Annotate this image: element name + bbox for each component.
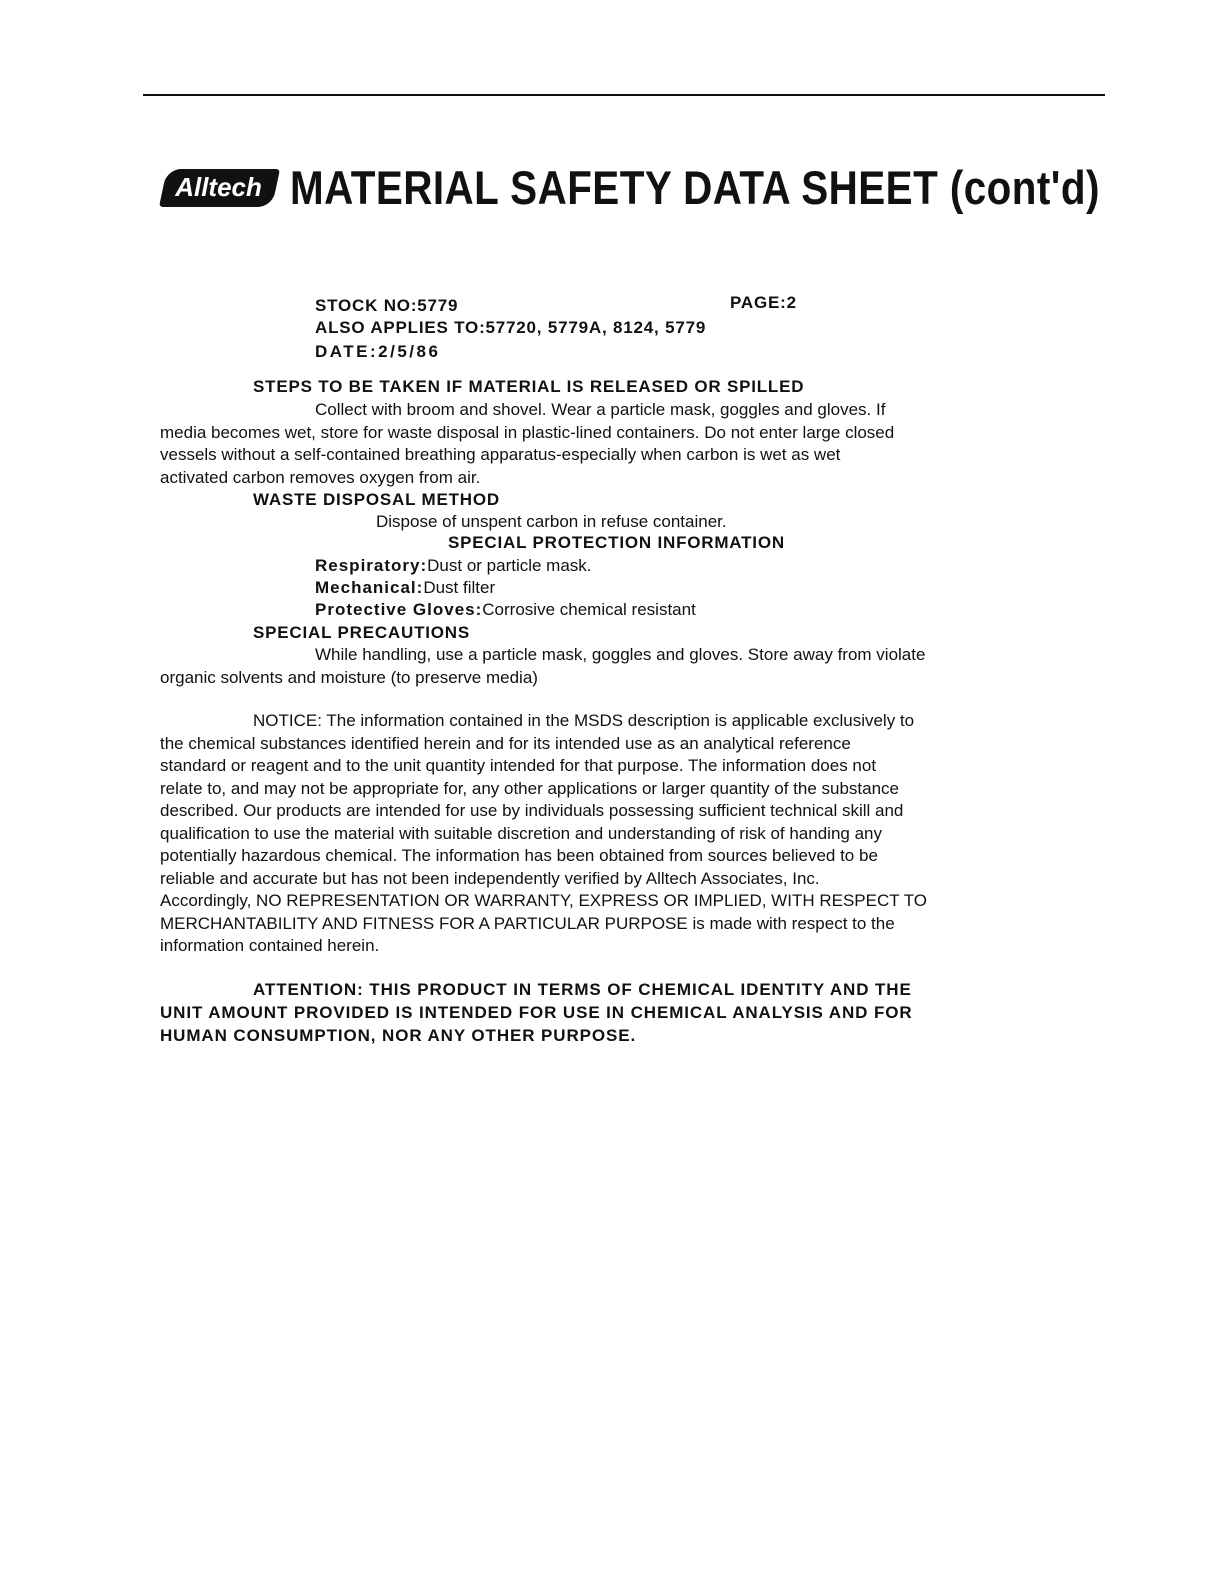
spill-heading: STEPS TO BE TAKEN IF MATERIAL IS RELEASED OR SPILLED — [253, 377, 805, 396]
precautions-line: While handling, use a particle mask, goggles and gloves. Store away from violate — [315, 645, 926, 664]
spill-line: vessels without a self-contained breathing apparatus-especially when carbon is wet as wet — [160, 445, 841, 464]
document-date: DATE:2/5/86 — [315, 342, 441, 361]
gloves-row — [315, 599, 696, 621]
notice-line: information contained herein. — [160, 936, 380, 955]
notice-line: MERCHANTABILITY AND FITNESS FOR A PARTICULAR PURPOSE is made with respect to the — [160, 913, 895, 933]
notice-line: standard or reagent and to the unit quantity intended for that purpose. The information does not — [160, 756, 877, 775]
attention-block — [160, 978, 1000, 1047]
mechanical-label: Mechanical: — [315, 578, 424, 597]
notice-line: relate to, and may not be appropriate for, any other applications or larger quantity of the substance — [160, 778, 900, 798]
respiratory-label: Respiratory: — [315, 556, 428, 575]
notice-line: qualification to use the material with suitable discretion and understanding of risk of handing any — [160, 823, 882, 843]
mechanical-row — [315, 577, 495, 599]
precautions-heading: SPECIAL PRECAUTIONS — [253, 623, 471, 642]
notice-line: the chemical substances identified herein and for its intended use as an analytical reference — [160, 733, 851, 753]
spill-line: media becomes wet, store for waste disposal in plastic-lined containers. Do not enter large closed — [160, 422, 895, 442]
notice-line: reliable and accurate but has not been independently verified by Alltech Associates, Inc. — [160, 868, 820, 888]
mechanical-value: Dust filter — [423, 578, 496, 597]
notice-line: Accordingly, NO REPRESENTATION OR WARRANTY, EXPRESS OR IMPLIED, WITH RESPECT TO — [160, 891, 928, 910]
alltech-logo — [159, 169, 280, 207]
notice-line: described. Our products are intended for use by individuals possessing sufficient technical skill and — [160, 801, 904, 820]
notice-line: NOTICE: The information contained in the MSDS description is applicable exclusively to — [253, 711, 915, 730]
attention-line: HUMAN CONSUMPTION, NOR ANY OTHER PURPOSE. — [160, 1026, 637, 1045]
document-header — [163, 160, 1224, 215]
spill-line: Collect with broom and shovel. Wear a particle mask, goggles and gloves. If — [315, 400, 886, 419]
precautions-text — [160, 644, 1000, 689]
attention-line: UNIT AMOUNT PROVIDED IS INTENDED FOR USE IN CHEMICAL ANALYSIS AND FOR — [160, 1003, 913, 1022]
spill-line: activated carbon removes oxygen from air. — [160, 467, 481, 487]
attention-line: ATTENTION: THIS PRODUCT IN TERMS OF CHEMICAL IDENTITY AND THE — [253, 980, 912, 999]
waste-text: Dispose of unspent carbon in refuse container. — [376, 512, 727, 531]
respiratory-row — [315, 555, 592, 577]
page-number: PAGE:2 — [730, 293, 797, 312]
gloves-label: Protective Gloves: — [315, 600, 483, 619]
page-title: MATERIAL SAFETY DATA SHEET (cont'd) — [289, 161, 1100, 214]
waste-heading: WASTE DISPOSAL METHOD — [253, 490, 500, 509]
top-rule — [143, 94, 1105, 96]
notice-block — [160, 710, 1000, 958]
notice-line: potentially hazardous chemical. The information has been obtained from sources believed to be — [160, 846, 878, 865]
stock-number: STOCK NO:5779 — [315, 296, 459, 315]
logo-text: Alltech — [175, 171, 262, 202]
gloves-value: Corrosive chemical resistant — [482, 600, 696, 619]
protection-heading: SPECIAL PROTECTION INFORMATION — [448, 533, 785, 552]
also-applies-to: ALSO APPLIES TO:57720, 5779A, 8124, 5779 — [315, 318, 707, 337]
precautions-line: organic solvents and moisture (to preserve media) — [160, 667, 538, 687]
respiratory-value: Dust or particle mask. — [427, 556, 592, 575]
spill-instructions — [160, 399, 1000, 489]
